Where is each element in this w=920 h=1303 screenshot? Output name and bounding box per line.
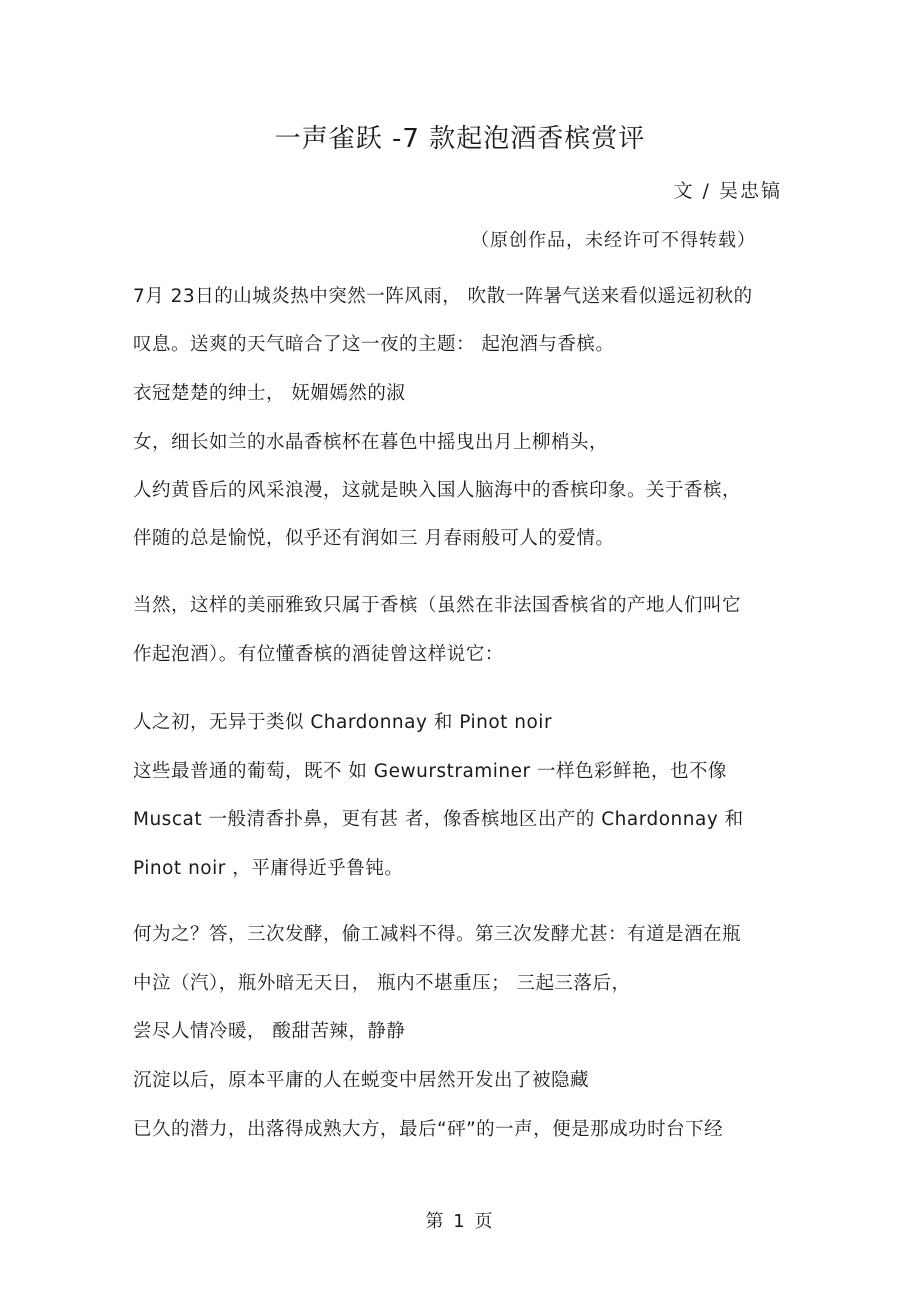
body-line: 尝尽人情冷暖， 酸甜苦辣，静静 bbox=[133, 1021, 406, 1042]
body-line: 这些最普通的葡萄，既不 如 Gewurstraminer 一样色彩鲜艳，也不像 bbox=[133, 761, 728, 782]
body-line: 已久的潜力，出落得成熟大方，最后“砰”的一声，便是那成功时台下经 bbox=[133, 1119, 724, 1140]
copyright-notice: （原创作品，未经许可不得转载） bbox=[471, 230, 756, 251]
body-line: 叹息。送爽的天气暗合了这一夜的主题： 起泡酒与香槟。 bbox=[133, 334, 615, 355]
author-byline: 文 / 吴忠镐 bbox=[673, 180, 782, 202]
body-line: 女，细长如兰的水晶香槟杯在暮色中摇曳出月上柳梢头， bbox=[133, 432, 609, 453]
body-line: Pinot noir ，平庸得近乎鲁钝。 bbox=[133, 858, 404, 879]
body-line: 沉淀以后，原本平庸的人在蜕变中居然开发出了被隐藏 bbox=[133, 1070, 590, 1091]
body-line: 作起泡酒）。有位懂香槟的酒徒曾这样说它： bbox=[133, 644, 504, 665]
body-line: 伴随的总是愉悦，似乎还有润如三 月春雨般可人的爱情。 bbox=[133, 528, 615, 549]
body-line: 当然，这样的美丽雅致只属于香槟（虽然在非法国香槟省的产地人们叫它 bbox=[133, 595, 742, 616]
body-line: 中泣（汽），瓶外暗无天日， 瓶内不堪重压； 三起三落后， bbox=[133, 973, 631, 994]
document-title: 一声雀跃 -7 款起泡酒香槟赏评 bbox=[274, 124, 646, 154]
body-line: 人之初，无异于类似 Chardonnay 和 Pinot noir bbox=[133, 712, 553, 733]
page-number-footer: 第 1 页 bbox=[425, 1211, 495, 1232]
body-line: 7月 23日的山城炎热中突然一阵风雨， 吹散一阵暑气送来看似遥远初秋的 bbox=[133, 286, 753, 307]
body-line: 人约黄昏后的风采浪漫，这就是映入国人脑海中的香槟印象。关于香槟， bbox=[133, 480, 742, 501]
body-line: 何为之？答，三次发酵，偷工减料不得。第三次发酵尤甚：有道是酒在瓶 bbox=[133, 924, 742, 945]
body-line: 衣冠楚楚的绅士， 妩媚嫣然的淑 bbox=[133, 383, 406, 404]
body-line: Muscat 一般清香扑鼻，更有甚 者，像香槟地区出产的 Chardonnay 和 bbox=[133, 809, 744, 830]
